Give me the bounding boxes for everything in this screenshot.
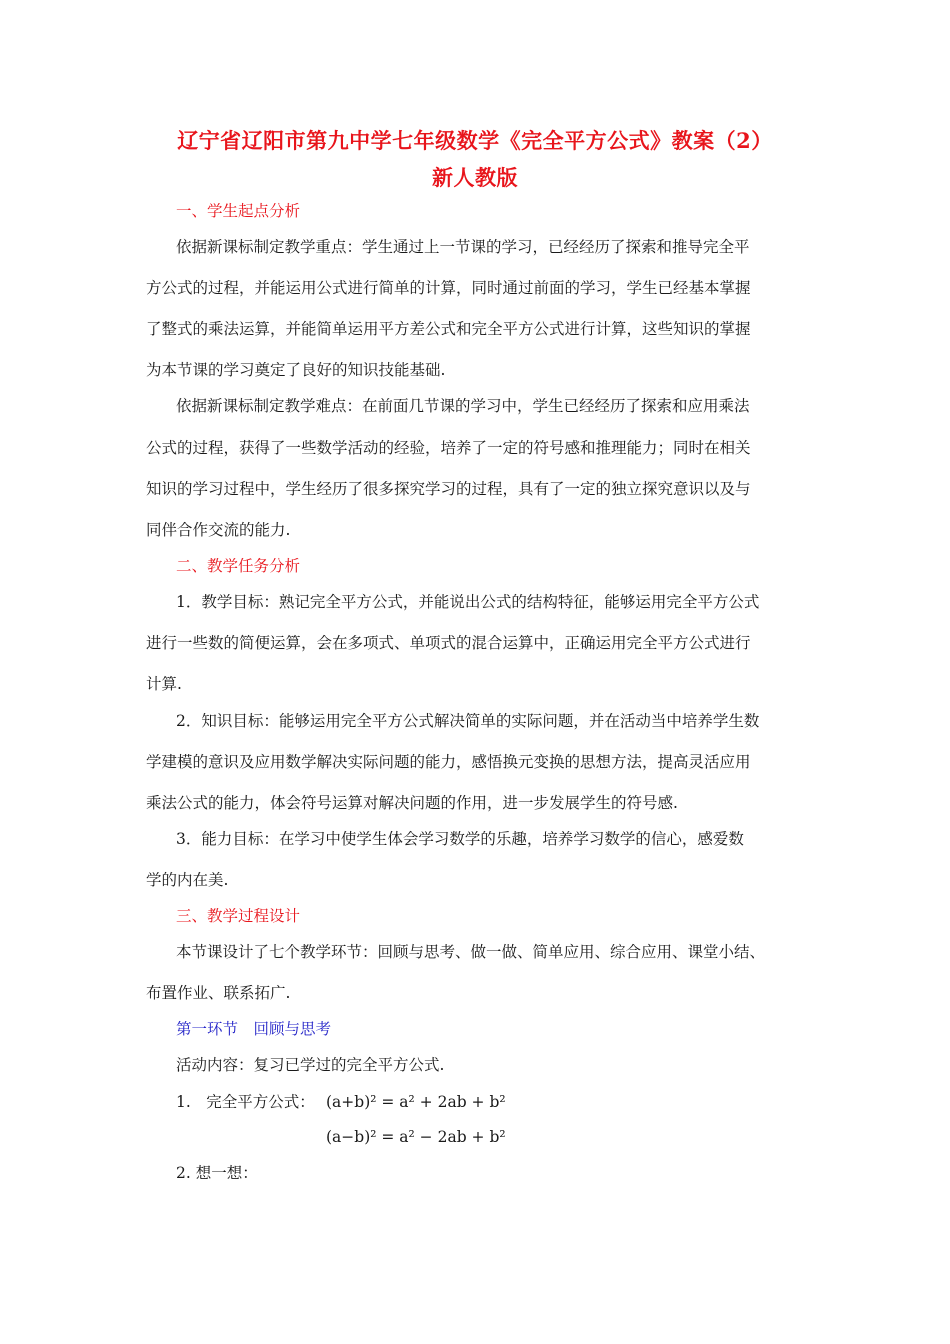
section-heading-1: 一、学生起点分析 — [176, 202, 301, 220]
paragraph-line: 进行一些数的简便运算，会在多项式、单项式的混合运算中，正确运用完全平方公式进行 — [146, 634, 751, 652]
paragraph-line: 1．教学目标：熟记完全平方公式，并能说出公式的结构特征，能够运用完全平方公式 — [176, 593, 760, 611]
paragraph-line: 依据新课标制定教学难点：在前面几节课的学习中，学生已经经历了探索和应用乘法 — [176, 397, 750, 415]
paragraph-line: 2．知识目标：能够运用完全平方公式解决简单的实际问题，并在活动当中培养学生数 — [176, 712, 760, 730]
sub-heading: 第一环节 回顾与思考 — [176, 1020, 332, 1038]
paragraph-line: 了整式的乘法运算，并能简单运用平方差公式和完全平方公式进行计算，这些知识的掌握 — [146, 320, 751, 338]
paragraph-line: 布置作业、联系拓广. — [146, 984, 291, 1002]
paragraph-line: 本节课设计了七个教学环节：回顾与思考、做一做、简单应用、综合应用、课堂小结、 — [176, 943, 766, 961]
paragraph-line: 方公式的过程，并能运用公式进行简单的计算，同时通过前面的学习，学生已经基本掌握 — [146, 279, 751, 297]
paragraph-line: 学的内在美. — [146, 871, 229, 889]
formula-square-of-difference: (a−b)² = a² − 2ab + b² — [326, 1128, 506, 1146]
paragraph-line: 知识的学习过程中，学生经历了很多探究学习的过程，具有了一定的独立探究意识以及与 — [146, 480, 751, 498]
document-subtitle: 新人教版 — [432, 165, 518, 190]
section-heading-3: 三、教学过程设计 — [176, 907, 301, 925]
paragraph-line: 同伴合作交流的能力. — [146, 521, 291, 539]
paragraph-line: 计算. — [146, 675, 182, 693]
paragraph-line: 3．能力目标：在学习中使学生体会学习数学的乐趣，培养学习数学的信心，感爱数 — [176, 830, 744, 848]
paragraph-line: 学建模的意识及应用数学解决实际问题的能力，感悟换元变换的思想方法，提高灵活应用 — [146, 753, 751, 771]
formula-square-of-sum: (a+b)² = a² + 2ab + b² — [326, 1093, 506, 1111]
paragraph-line: 为本节课的学习奠定了良好的知识技能基础. — [146, 361, 446, 379]
document-title: 辽宁省辽阳市第九中学七年级数学《完全平方公式》教案（2） — [177, 128, 773, 153]
paragraph-line: 依据新课标制定教学重点：学生通过上一节课的学习，已经经历了探索和推导完全平 — [176, 238, 750, 256]
paragraph-line: 公式的过程，获得了一些数学活动的经验，培养了一定的符号感和推理能力；同时在相关 — [146, 439, 751, 457]
paragraph-line: 活动内容：复习已学过的完全平方公式. — [176, 1056, 445, 1074]
paragraph-line: 2. 想一想： — [176, 1164, 258, 1182]
formula-label: 1. 完全平方公式： — [176, 1093, 315, 1111]
paragraph-line: 乘法公式的能力，体会符号运算对解决问题的作用，进一步发展学生的符号感. — [146, 794, 678, 812]
section-heading-2: 二、教学任务分析 — [176, 557, 301, 575]
